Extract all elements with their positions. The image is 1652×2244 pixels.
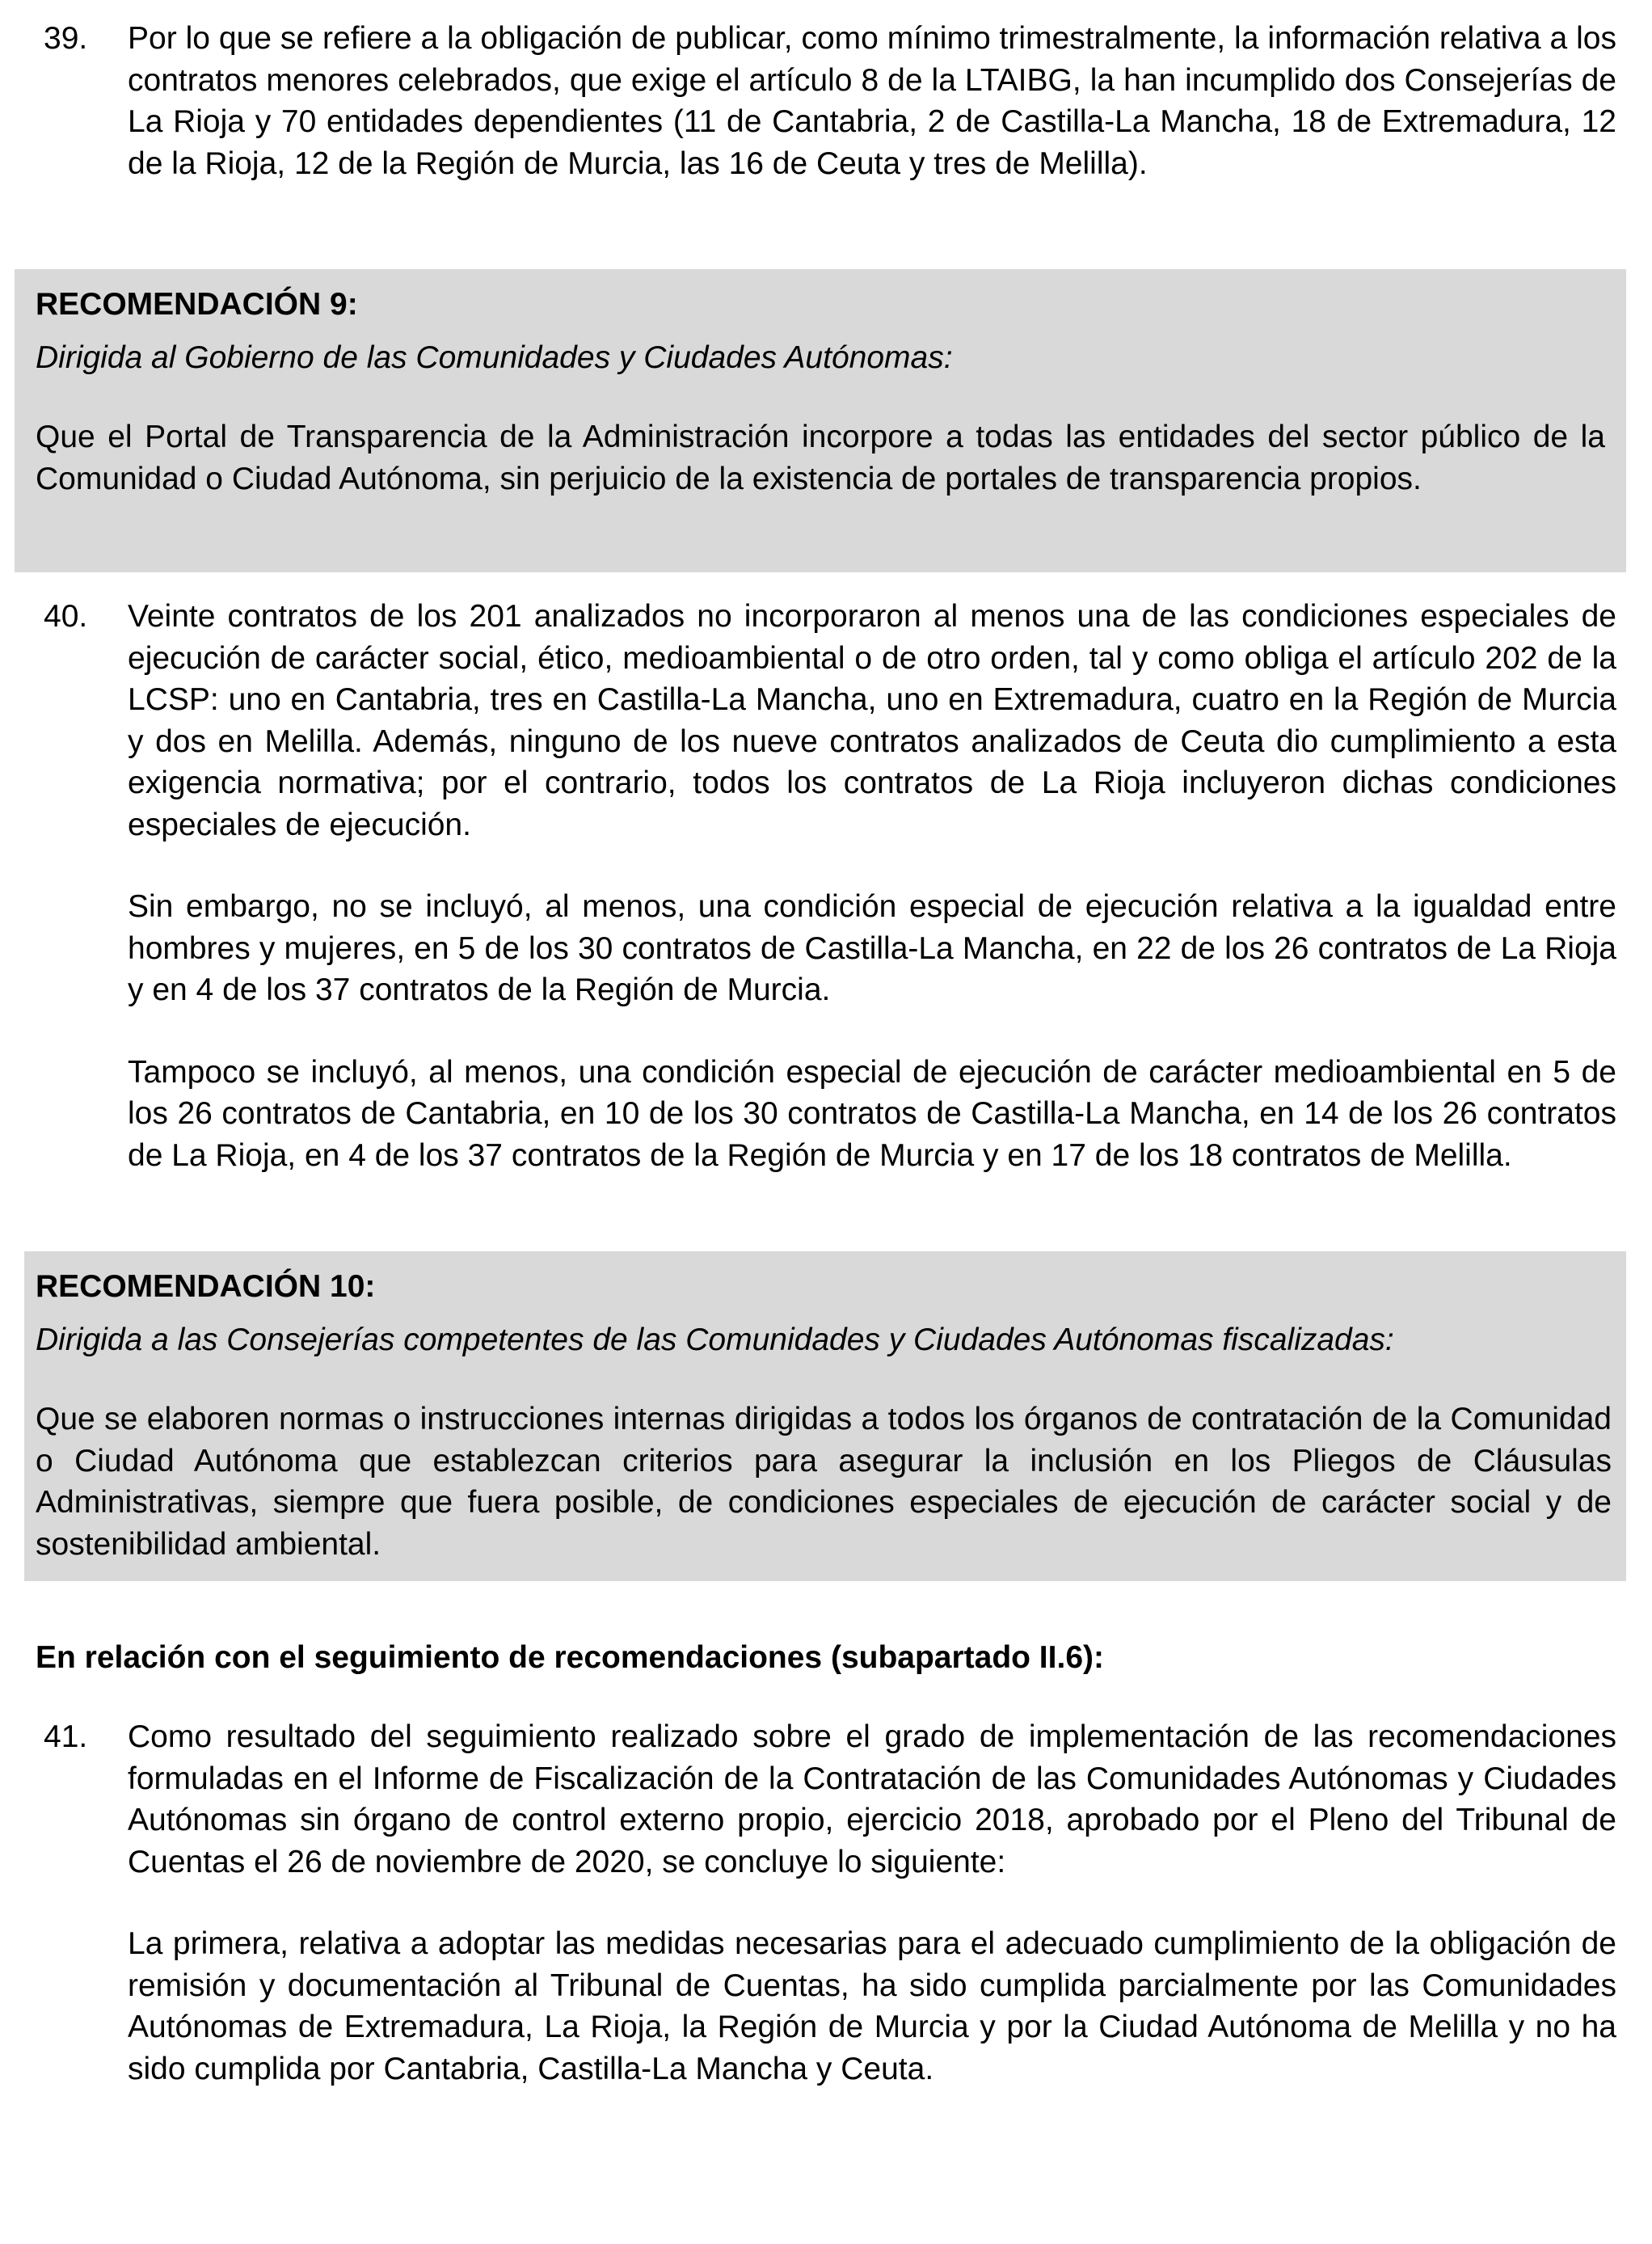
paragraph-number: 39.: [44, 21, 88, 56]
recommendation-9-box: [15, 269, 1626, 572]
recommendation-addressee: Dirigida a las Consejerías competentes de las Comunidades y Ciudades Autónomas fiscalizadas:: [36, 1322, 1394, 1357]
paragraph-41: [36, 1716, 1616, 2090]
recommendation-text: Que se elaboren normas o instrucciones internas dirigidas a todos los órganos de contratación de la Comunidad o Ciudad Autónoma que establezcan criterios para asegurar la inclusión en los Pliegos de Cláusulas Administrativas, siempre que fuera posible, de condiciones especiales de ejecución de carácter social y de sostenibilidad ambiental.: [36, 1402, 1612, 1562]
paragraph-40: [36, 596, 1616, 1176]
recommendation-title: RECOMENDACIÓN 9:: [36, 287, 358, 322]
section-heading: En relación con el seguimiento de recomendaciones (subapartado II.6):: [36, 1640, 1104, 1675]
recommendation-text: Que el Portal de Transparencia de la Administración incorpore a todas las entidades del sector público de la Comunidad o Ciudad Autónoma, sin perjuicio de la existencia de portales de transparencia propios.: [36, 420, 1605, 496]
recommendation-title: RECOMENDACIÓN 10:: [36, 1269, 376, 1304]
paragraph-subtext: Tampoco se incluyó, al menos, una condición especial de ejecución de carácter medioambiental en 5 de los 26 contratos de Cantabria, en 10 de los 30 contratos de Castilla-La Mancha, en 14 de los 26 contratos de La Rioja, en 4 de los 37 contratos de la Región de Murcia y en 17 de los 18 contratos de Melilla.: [128, 1054, 1616, 1173]
paragraph-text: Veinte contratos de los 201 analizados no incorporaron al menos una de las condiciones especiales de ejecución de carácter social, ético, medioambiental o de otro orden, tal y como obliga el artículo 202 de la LCSP: uno en Cantabria, tres en Castilla-La Mancha, uno en Extremadura, cuatro en la Región de Murcia y dos en Melilla. Además, ninguno de los nueve contratos analizados de Ceuta dio cumplimiento a esta exigencia normativa; por el contrario, todos los contratos de La Rioja incluyeron dichas condiciones especiales de ejecución.: [128, 599, 1616, 842]
paragraph-subtext: La primera, relativa a adoptar las medidas necesarias para el adecuado cumplimiento de la obligación de remisión y documentación al Tribunal de Cuentas, ha sido cumplida parcialmente por las Comunidades Autónomas de Extremadura, La Rioja, la Región de Murcia y por la Ciudad Autónoma de Melilla y no ha sido cumplida por Cantabria, Castilla-La Mancha y Ceuta.: [128, 1926, 1616, 2086]
paragraph-39: [36, 18, 1616, 184]
paragraph-subtext: Sin embargo, no se incluyó, al menos, una condición especial de ejecución relativa a la igualdad entre hombres y mujeres, en 5 de los 30 contratos de Castilla-La Mancha, en 22 de los 26 contratos de La Rioja y en 4 de los 37 contratos de la Región de Murcia.: [128, 889, 1616, 1007]
recommendation-addressee: Dirigida al Gobierno de las Comunidades y Ciudades Autónomas:: [36, 340, 953, 375]
paragraph-number: 40.: [44, 599, 88, 634]
paragraph-number: 41.: [44, 1719, 88, 1754]
paragraph-text: Como resultado del seguimiento realizado sobre el grado de implementación de las recomendaciones formuladas en el Informe de Fiscalización de la Contratación de las Comunidades Autónomas y Ciudades Autónomas sin órgano de control externo propio, ejercicio 2018, aprobado por el Pleno del Tribunal de Cuentas el 26 de noviembre de 2020, se concluye lo siguiente:: [128, 1719, 1616, 1879]
paragraph-text: Por lo que se refiere a la obligación de publicar, como mínimo trimestralmente, la información relativa a los contratos menores celebrados, que exige el artículo 8 de la LTAIBG, la han incumplido dos Consejerías de La Rioja y 70 entidades dependientes (11 de Cantabria, 2 de Castilla-La Mancha, 18 de Extremadura, 12 de la Rioja, 12 de la Región de Murcia, las 16 de Ceuta y tres de Melilla).: [128, 21, 1616, 181]
recommendation-10-box: [24, 1251, 1626, 1581]
